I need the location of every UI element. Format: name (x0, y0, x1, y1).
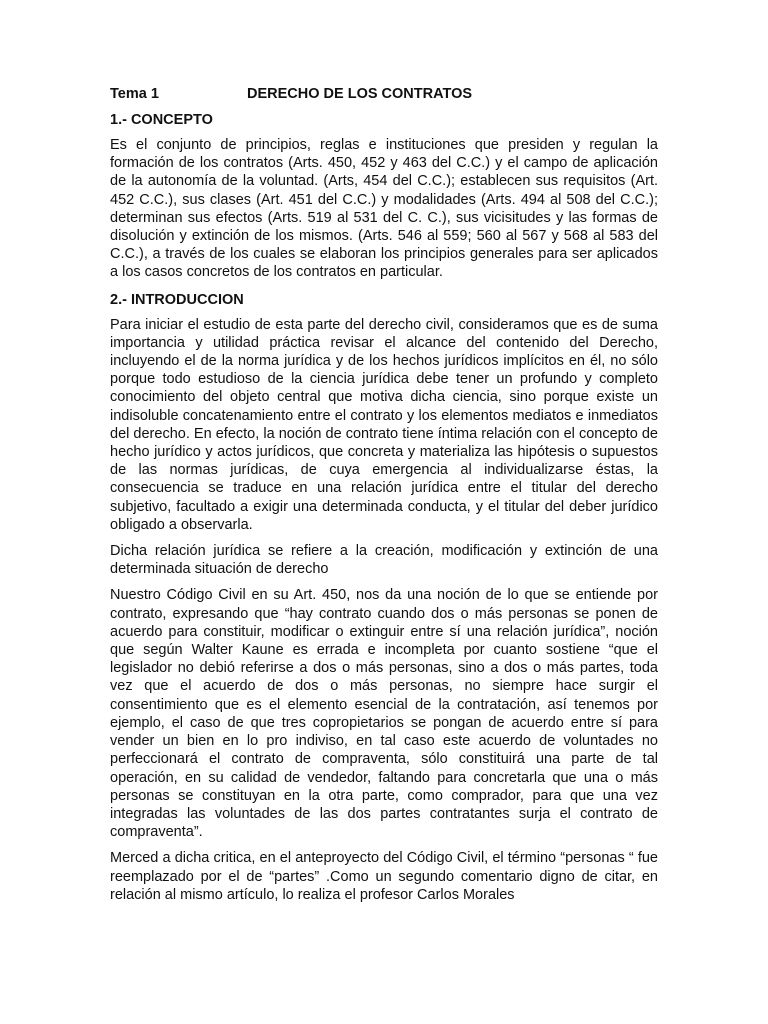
concepto-paragraph: Es el conjunto de principios, reglas e instituciones que presiden y regulan la formación de los contratos (Arts. 450, 452 y 463 del C.C.) y el campo de aplicación de la autonomía de la voluntad. (Arts, 454 del C.C.); establecen sus requisitos (Art. 452 C.C.), sus clases (Art. 451 del C.C.) y modalidades (Arts. 494 al 508 del C.C.); determinan sus efectos (Arts. 519 al 531 del C. C.), sus vicisitudes y las formas de disolución y extinción de los mismos. (Arts. 546 al 559; 560 al 567 y 568 al 583 del C.C.), a través de los cuales se elaboran los principios generales para ser aplicados a los casos concretos de los contratos en particular. (110, 137, 658, 281)
document-title: DERECHO DE LOS CONTRATOS (247, 86, 473, 102)
tema-label: Tema 1 (110, 86, 159, 102)
document-page (110, 84, 658, 912)
section-heading-introduccion: 2.- INTRODUCCION (110, 291, 244, 308)
section-heading-concepto: 1.- CONCEPTO (110, 112, 213, 128)
introduccion-paragraph-3: Nuestro Código Civil en su Art. 450, nos da una noción de lo que se entiende por contrato, expresando que “hay contrato cuando dos o más personas se ponen de acuerdo para constituir, modificar o extinguir entre sí una relación jurídica”, noción que según Walter Kaune es errada e incompleta por cuanto sostiene “que el legislador no debió referirse a dos o más personas, sino a dos o más partes, toda vez que el acuerdo de dos o más personas, no siempre hace surgir el consentimiento que es el elemento esencial de la contratación, así tenemos por ejemplo, el caso de que tres copropietarios se pongan de acuerdo entre sí para vender un bien en lo pro indiviso, en tal caso este acuerdo de voluntades no perfeccionará el contrato de compraventa, sólo constituirá una parte de tal operación, en su calidad de vendedor, faltando para concretarla que una o más personas se constituyan en la otra parte, como comprador, para que una vez integradas las voluntades de las dos partes contratantes surja el contrato de compraventa”. (110, 587, 658, 841)
document-header (110, 84, 658, 104)
introduccion-paragraph-2: Dicha relación jurídica se refiere a la creación, modificación y extinción de una determinada situación de derecho (110, 543, 658, 578)
introduccion-paragraph-1: Para iniciar el estudio de esta parte del derecho civil, consideramos que es de suma importancia y utilidad práctica revisar el alcance del contenido del Derecho, incluyendo el de la norma jurídica y de los hechos jurídicos implícitos en él, no sólo porque todo estudioso de la ciencia jurídica debe tener un profundo y completo conocimiento del objeto central que motiva dicha ciencia, sino porque existe un indisoluble concatenamiento entre el contrato y los elementos mediatos e inmediatos del derecho. En efecto, la noción de contrato tiene íntima relación con el concepto de hecho jurídico y actos jurídicos, que concreta y materializa las hipótesis o supuestos de las normas jurídicas, de cuya emergencia al individualizarse éstas, la consecuencia se traduce en una relación jurídica entre el titular del derecho subjetivo, facultado a exigir una determinada conducta, y el titular del deber jurídico obligado a observarla. (110, 316, 658, 533)
introduccion-paragraph-4: Merced a dicha critica, en el anteproyecto del Código Civil, el término “personas “ fue reemplazado por el de “partes” .Como un segundo comentario digno de citar, en relación al mismo artículo, lo realiza el profesor Carlos Morales (110, 850, 658, 903)
